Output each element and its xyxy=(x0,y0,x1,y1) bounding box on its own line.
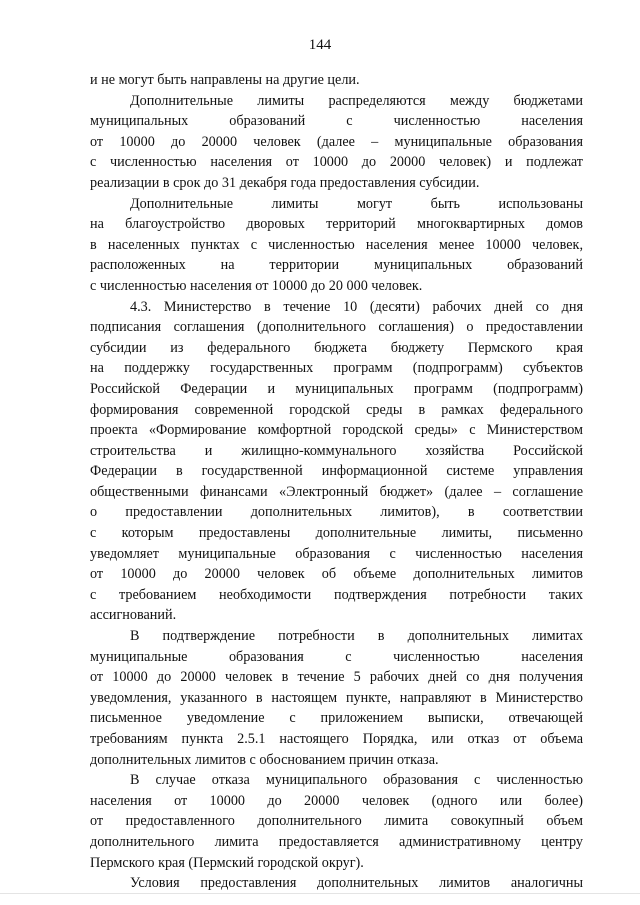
text-line: Федерации в государственной информационной системе управления xyxy=(90,463,583,480)
text-line: о предоставлении дополнительных лимитов), в соответствии xyxy=(90,504,583,521)
text-line: общественными финансами «Электронный бюджет» (далее – соглашение xyxy=(90,483,583,500)
text-line: с численностью населения от 10000 до 20 000 человек. xyxy=(90,277,423,294)
text-line: в населенных пунктах с численностью населения менее 10000 человек, xyxy=(90,236,583,253)
paragraph-start-line: 4.3. Министерство в течение 10 (десяти) рабочих дней со дня xyxy=(130,298,583,315)
document-body xyxy=(90,70,583,894)
text-line: дополнительных лимитов с обоснованием причин отказа. xyxy=(90,751,439,768)
text-line: ассигнований. xyxy=(90,607,177,624)
text-line: письменное уведомление с приложением выписки, отвечающей xyxy=(90,710,583,727)
text-line: с которым предоставлены дополнительные лимиты, письменно xyxy=(90,525,583,542)
text-line: с численностью населения от 10000 до 20000 человек) и подлежат xyxy=(90,154,583,171)
text-line: уведомляет муниципальные образования с численностью населения xyxy=(90,545,583,562)
text-line: от 10000 до 20000 человек (далее – муниципальные образования xyxy=(90,133,583,150)
text-line: уведомления, указанного в настоящем пункте, направляют в Министерство xyxy=(90,689,583,706)
text-line: субсидии из федерального бюджета бюджету Пермского края xyxy=(90,339,583,356)
text-line: на поддержку государственных программ (подпрограмм) субъектов xyxy=(90,360,583,377)
text-line: Российской Федерации и муниципальных программ (подпрограмм) xyxy=(90,380,583,397)
paragraph-start-line: В случае отказа муниципального образования с численностью xyxy=(130,772,583,789)
text-line: реализации в срок до 31 декабря года предоставления субсидии. xyxy=(90,174,480,191)
page-number: 144 xyxy=(308,37,332,53)
text-line: строительства и жилищно-коммунального хозяйства Российской xyxy=(90,442,583,459)
paragraph-start-line: Дополнительные лимиты могут быть использованы xyxy=(130,195,583,212)
text-line: требованиям пункта 2.5.1 настоящего Порядка, или отказ от объема xyxy=(90,731,583,747)
text-line: подписания соглашения (дополнительного соглашения) о предоставлении xyxy=(90,319,583,336)
text-line: муниципальные образования с численностью населения xyxy=(90,648,583,665)
text-line: населения от 10000 до 20000 человек (одного или более) xyxy=(90,792,583,809)
text-line: проекта «Формирование комфортной городской среды» с Министерством xyxy=(90,422,583,439)
text-line: дополнительного лимита предоставляется административному центру xyxy=(90,833,583,850)
text-line: расположенных на территории муниципальных образований xyxy=(90,257,583,274)
text-line: муниципальных образований с численностью населения xyxy=(90,113,583,130)
text-line: формирования современной городской среды в рамках федерального xyxy=(90,401,583,418)
text-line: с требованием необходимости подтверждения потребности таких xyxy=(90,586,583,603)
text-line: на благоустройство дворовых территорий многоквартирных домов xyxy=(90,216,583,233)
paragraph-start-line: Условия предоставления дополнительных лимитов аналогичны xyxy=(130,875,583,892)
text-line: и не могут быть направлены на другие цели. xyxy=(90,72,360,88)
text-line: Пермского края (Пермский городской округ). xyxy=(90,854,364,871)
paragraph-start-line: Дополнительные лимиты распределяются между бюджетами xyxy=(130,92,583,109)
text-line: от предоставленного дополнительного лимита совокупный объем xyxy=(90,813,583,830)
page-bottom-edge xyxy=(0,893,640,894)
text-line: от 10000 до 20000 человек в течение 5 рабочих дней со дня получения xyxy=(90,669,583,686)
text-line: от 10000 до 20000 человек об объеме дополнительных лимитов xyxy=(90,566,583,583)
paragraph-start-line: В подтверждение потребности в дополнительных лимитах xyxy=(130,628,583,645)
